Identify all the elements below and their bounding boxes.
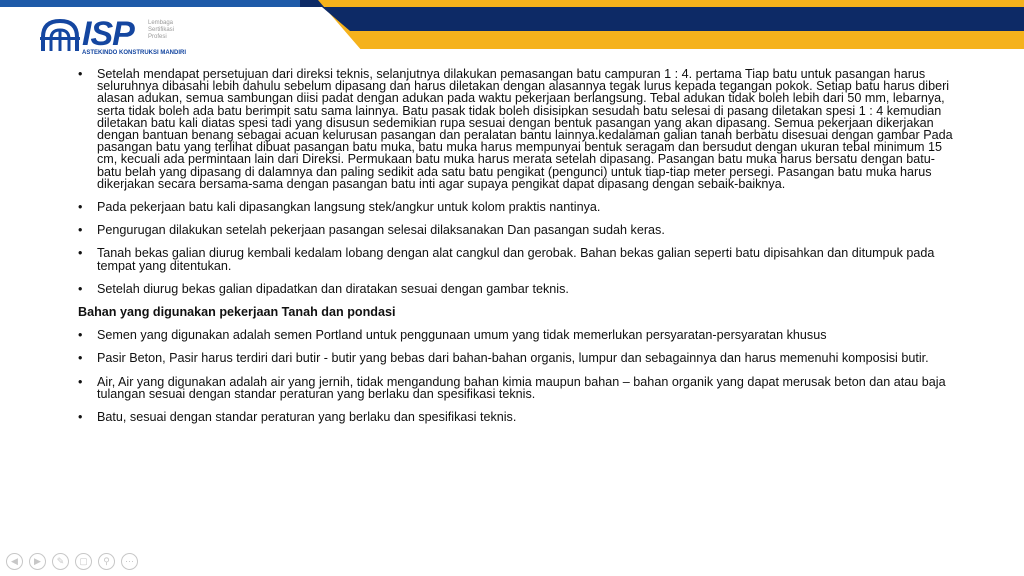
bullet-list-materials xyxy=(78,329,958,423)
bullet-list-procedure xyxy=(78,68,958,295)
logo-subtitle: ASTEKINDO KONSTRUKSI MANDIRI xyxy=(82,50,187,56)
logo-arch-icon xyxy=(40,17,80,53)
logo-side-line: Lembaga xyxy=(148,20,174,26)
slide-content xyxy=(78,68,958,434)
list-item: • Setelah diurug bekas galian dipadatkan dan diratakan sesuai dengan gambar teknis. xyxy=(78,283,958,295)
logo-side-line: Sertifikasi xyxy=(148,27,175,33)
slides-icon[interactable]: ▢ xyxy=(75,553,92,570)
next-icon[interactable]: ▶ xyxy=(29,553,46,570)
header-navy-band xyxy=(322,7,1024,31)
logo-side-text xyxy=(148,20,174,41)
previous-icon[interactable]: ◀ xyxy=(6,553,23,570)
list-item: • Batu, sesuai dengan standar peraturan yang berlaku dan spesifikasi teknis. xyxy=(78,411,958,423)
list-item: • Pengurugan dilakukan setelah pekerjaan pasangan selesai dilaksanakan Dan pasangan sudah keras. xyxy=(78,224,958,236)
list-item: • Setelah mendapat persetujuan dari direksi teknis, selanjutnya dilakukan pemasangan batu campuran 1 : 4. pertama Tiap batu untuk pasangan harus seluruhnya dibasahi lebih dahulu sebelum dipasang dan harus diletakan dengan alasannya tegak lurus kepada tegangan pokok. Setiap batu harus diberi alasan adukan, semua sambungan diisi padat dengan adukan pada waktu pekerjaan berlangsung. Tebal adukan tidak boleh lebih dari 50 mm, lebarnya, serta tidak boleh ada batu berimpit satu sama lainnya. Batu pasak tidak boleh disisipkan sesudah batu selesai di pasang diletakan spesi 1 : 4 kemudian diletakan batu kali diatas spesi tadi yang disusun sedemikian rupa sesuai dengan bentuk pasangan yang akan dipasang. Semua pekerjaan dikerjakan dengan bantuan benang sebagai acuan kelurusan pasangan dan peralatan bantu lainnya.kedalaman galian tanah berbatu disesuai dengan gambar Pada pasangan batu yang terlihat dibuat pasangan batu muka, batu muka harus mempunyai bentuk seragam dan bersudut dengan ukuran tebal minimum 15 cm, kecuali ada permintaan lain dari Direksi. Permukaan batu muka harus merata setelah dipasang. Pasangan batu muka harus bersatu dengan batu-batu belah yang dipasang di dalamnya dan paling sedikit ada satu batu pengikat (pengunci) untuk tiap-tiap meter persegi. Pasangan batu muka harus dikerjakan secara bersama-sama dengan pasangan batu inti agar supaya pengikat dapat dipasang dengan sebaik-baiknya. xyxy=(78,68,958,190)
list-item: • Semen yang digunakan adalah semen Portland untuk penggunaan umum yang tidak memerlukan persyaratan-persyaratan khusus xyxy=(78,329,958,341)
zoom-icon[interactable]: ⚲ xyxy=(98,553,115,570)
section-heading: Bahan yang digunakan pekerjaan Tanah dan pondasi xyxy=(78,305,396,320)
logo-wordmark: ISP xyxy=(82,15,134,53)
header-blue-bar xyxy=(0,0,300,7)
slideshow-controls xyxy=(6,553,138,570)
more-icon[interactable]: ⋯ xyxy=(121,553,138,570)
list-item: • Tanah bekas galian diurug kembali kedalam lobang dengan alat cangkul dan gerobak. Bahan bekas galian seperti batu dipisahkan dan ditumpuk pada tempat yang ditentukan. xyxy=(78,247,958,271)
logo-side-line: Profesi xyxy=(148,34,167,40)
list-item: • Pasir Beton, Pasir harus terdiri dari butir - butir yang bebas dari bahan-bahan organis, lumpur dan sebagainnya dan harus memenuhi komposisi butir. xyxy=(78,352,958,364)
list-item: • Pada pekerjaan batu kali dipasangkan langsung stek/angkur untuk kolom praktis nantinya. xyxy=(78,201,958,213)
pen-icon[interactable]: ✎ xyxy=(52,553,69,570)
list-item: • Air, Air yang digunakan adalah air yang jernih, tidak mengandung bahan kimia maupun bahan – bahan organik yang dapat merusak beton dan atau baja tulangan sesuai dengan standar peraturan yang berlaku dan spesifikasi teknis. xyxy=(78,376,958,400)
lsp-logo xyxy=(40,17,200,59)
